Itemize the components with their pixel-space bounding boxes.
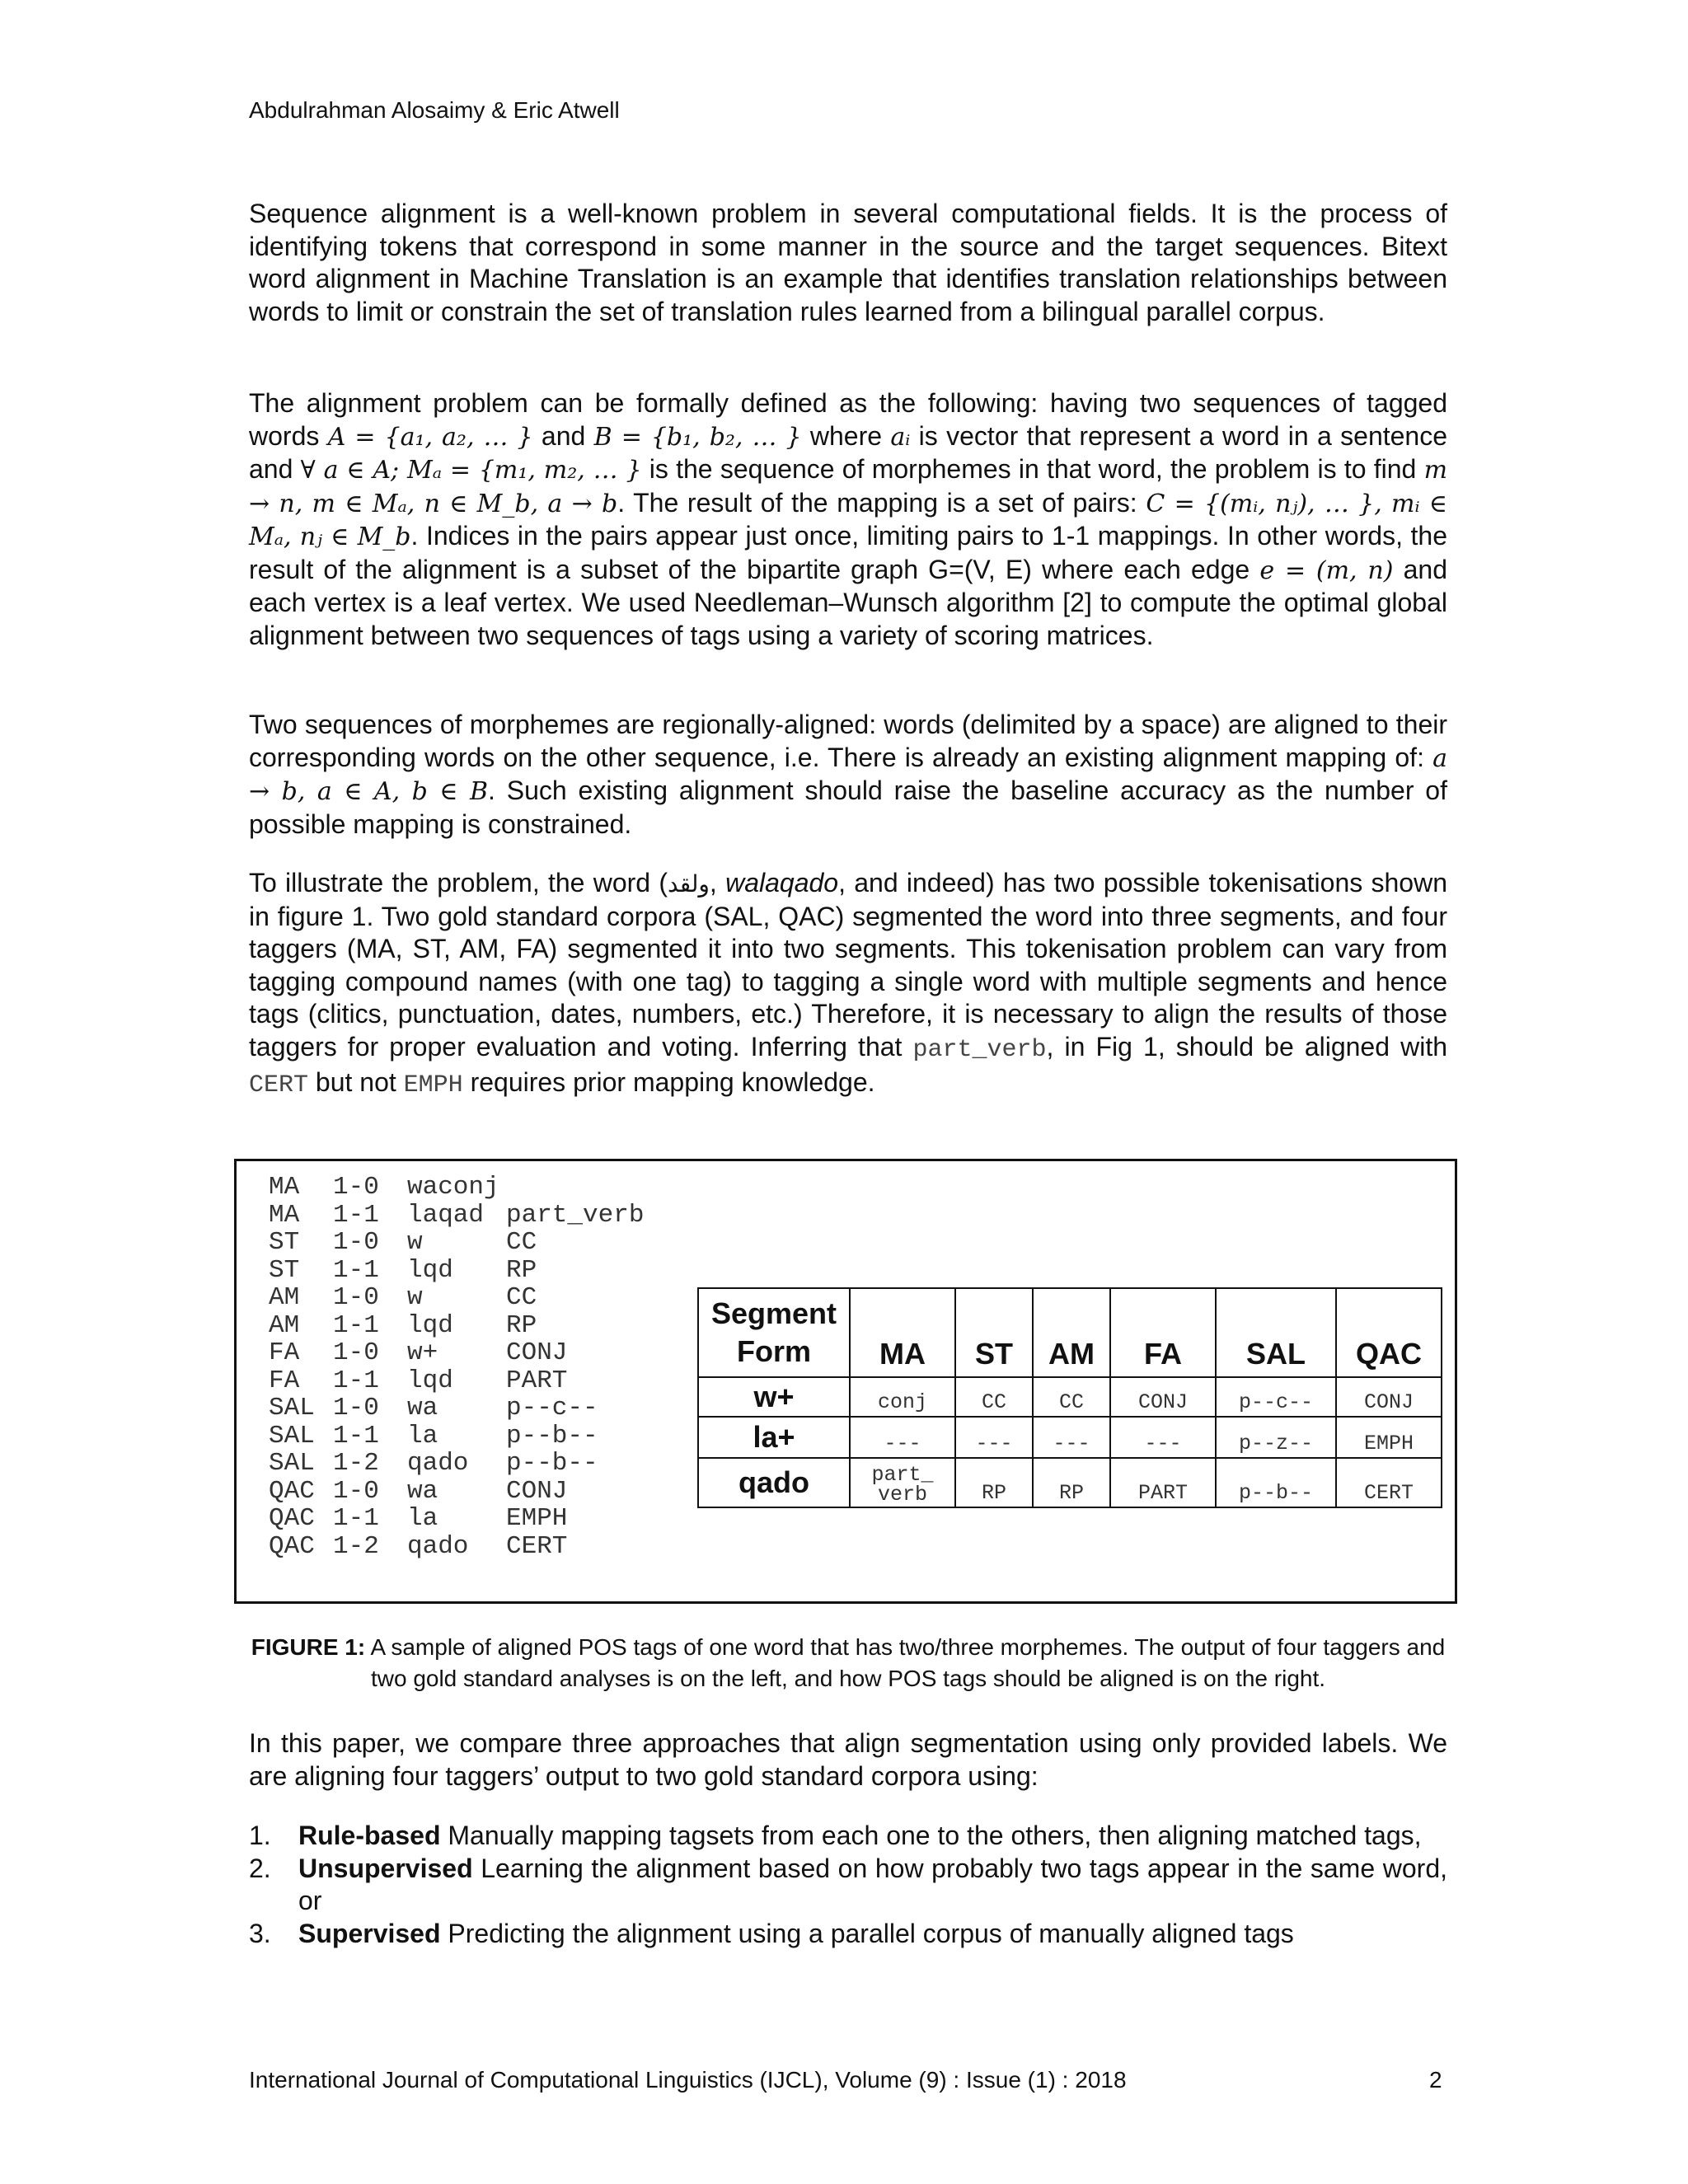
column-header: MA [850,1288,955,1377]
table-cell: RP [1033,1458,1110,1507]
table-cell: CONJ [1110,1377,1216,1417]
segment-form: qado [407,1531,469,1561]
segment-form: w [407,1283,423,1312]
segment-index: 1-1 [333,1255,379,1285]
tag-list-row [269,1202,644,1230]
paragraph-sequence-alignment: Sequence alignment is a well-known problem in several computational fields. It is the process of identifying tokens that correspond in some manner in the source and the target sequences. Bitext word alignment in Machine Translation is an example that identifies translation relationships between words to limit or constrain the set of translation rules learned from a bilingual parallel corpus. [249,199,1447,326]
row-header: qado [698,1458,850,1507]
tag-list-row [269,1257,644,1285]
tagger-name: ST [269,1255,300,1285]
list-item-title: Rule-based [298,1821,441,1850]
tag-list-row [269,1174,644,1202]
approach-list [249,1820,1447,1950]
table-corner-header [698,1288,850,1377]
tag-list-row [269,1422,644,1451]
figure-caption [249,1632,1447,1694]
segment-tag: RP [506,1310,537,1340]
segment-index: 1-1 [333,1504,379,1533]
caption-text: A sample of aligned POS tags of one word that has two/three morphemes. The output of four taggers and two gold standard analyses is on the left, and how POS tags should be aligned is on the right. [365,1634,1446,1691]
segment-index: 1-2 [333,1449,379,1478]
table-cell: p--z-- [1216,1417,1336,1458]
column-header: SAL [1216,1288,1336,1377]
text: and each vertex is a leaf vertex. We used Needleman–Wunsch algorithm [2] to compute the optimal global alignment between two sequences of tags using a variety of scoring matrices. [249,554,1448,650]
table-cell: conj [850,1377,955,1417]
caption-label: FIGURE 1: [251,1634,366,1660]
corner-line-1: Segment [710,1296,837,1330]
tag-list-row [269,1533,644,1561]
table-cell: RP [955,1458,1033,1507]
tag-list-row [269,1339,644,1367]
segment-tag: p--c-- [506,1394,598,1422]
list-number: 1. [249,1821,271,1850]
table-row [698,1458,1442,1507]
text: , in Fig 1, should be aligned with [1046,1031,1448,1062]
tagger-name: FA [269,1366,300,1395]
segment-tag: CC [506,1283,537,1312]
tagger-name: AM [269,1310,300,1340]
segment-index: 1-0 [333,1173,379,1202]
table-cell: --- [1033,1417,1110,1458]
tag-list-row [269,1505,644,1533]
running-header: Abdulrahman Alosaimy & Eric Atwell [249,97,620,123]
row-header: la+ [698,1417,850,1458]
math-word-mapping: a → b, a ∈ A, b ∈ B [249,743,1447,806]
column-header: QAC [1336,1288,1442,1377]
table-cell: p--b-- [1216,1458,1336,1507]
table-cell: p--c-- [1216,1377,1336,1417]
segment-tag: CC [506,1228,537,1257]
text: but not [308,1067,404,1097]
tag-list-row [269,1450,644,1478]
table-cell: part_ verb [850,1458,955,1507]
text: . Such existing alignment should raise the baseline accuracy as the number of possible mapping is constrained. [249,776,1447,839]
math-ai: aᵢ [890,422,911,452]
row-header: w+ [698,1377,850,1417]
text: To illustrate the problem, the word ( [249,868,668,898]
tagger-name: FA [269,1338,300,1367]
transliteration: walaqado [725,868,839,898]
list-number: 3. [249,1918,271,1948]
segment-index: 1-1 [333,1366,379,1395]
text: is vector that represent a word in a sentence and [249,420,1448,484]
segment-alignment-table [697,1287,1442,1508]
math-mapping: m → n, m ∈ Mₐ, n ∈ M_b, a → b [249,456,1448,518]
segment-form: la [407,1504,438,1533]
page-number: 2 [1429,2067,1442,2093]
list-item-text: Learning the alignment based on how probably two tags appear in the same word, or [298,1853,1447,1915]
text: . Indices in the pairs appear just once, limiting pairs to 1-1 mappings. In other words, the result of the alignment is a subset of the bipartite graph G=(V, E) where each edge [249,521,1447,584]
segment-index: 1-1 [333,1421,379,1451]
text: The alignment problem can be formally defined as the following: having two sequences of tagged words [249,388,1447,451]
tagger-name: QAC [269,1504,315,1533]
list-item [249,1918,1447,1951]
segment-tag: p--b-- [506,1449,598,1478]
math-set-a: A = {a₁, a₂, … } [327,422,533,452]
text: where [801,420,891,451]
segment-index: 1-0 [333,1283,379,1312]
list-item-text: Predicting the alignment using a parallel corpus of manually aligned tags [440,1918,1294,1948]
table-cell: --- [850,1417,955,1458]
segment-form: wa [407,1476,438,1506]
column-header: AM [1033,1288,1110,1377]
tag-list-row [269,1478,644,1506]
text: , and indeed) has two possible tokenisations shown in figure 1. Two gold standard corpora (SAL, QAC) segmented the word into three segments, and four taggers (MA, ST, AM, FA) segmented it into two segments. This tokenisation problem can vary from tagging compound names (with one tag) to tagging a single word with multiple segments and hence tags (clitics, punctuation, dates, numbers, etc.) Therefore, it is necessary to align the results of those taggers for proper evaluation and voting. Inferring that [249,868,1448,1062]
tagger-name: SAL [269,1394,315,1422]
tagger-name: SAL [269,1449,315,1478]
paragraph-alignment-definition [249,387,1447,652]
text: . The result of the mapping is a set of pairs: [617,487,1146,518]
segment-form: w [407,1228,423,1257]
text: Two sequences of morphemes are regionally-aligned: words (delimited by a space) are aligned to their corresponding words on the other sequence, i.e. There is already an existing alignment mapping of: [249,710,1447,772]
tag-list-row [269,1394,644,1422]
table-cell: --- [955,1417,1033,1458]
list-item-text: Manually mapping tagsets from each one to the others, then aligning matched tags, [440,1821,1422,1850]
segment-index: 1-0 [333,1338,379,1367]
segment-tag: PART [506,1366,568,1395]
segment-form: waconj [407,1173,499,1202]
list-item-title: Supervised [298,1918,441,1948]
segment-form: lqd [407,1366,453,1395]
paragraph-regional-alignment [249,709,1447,841]
segment-tag: EMPH [506,1504,568,1533]
tagger-name: QAC [269,1531,315,1561]
segment-form: w+ [407,1338,438,1367]
table-cell: CC [1033,1377,1110,1417]
text: and [532,420,594,451]
column-header: ST [955,1288,1033,1377]
tagger-output-list [269,1174,644,1560]
segment-form: lqd [407,1255,453,1285]
tag-list-row [269,1367,644,1395]
segment-form: wa [407,1394,438,1422]
tag-list-row [269,1312,644,1340]
list-item [249,1853,1447,1918]
segment-index: 1-0 [333,1228,379,1257]
tagger-name: ST [269,1228,300,1257]
math-morphemes: ∀ a ∈ A; Mₐ = {m₁, m₂, … } [300,456,642,485]
segment-form: laqad [407,1200,485,1230]
tagger-name: SAL [269,1421,315,1451]
text: , [709,868,726,898]
segment-tag: p--b-- [506,1421,598,1451]
code-emph: EMPH [403,1071,463,1099]
paragraph-approaches: In this paper, we compare three approaches that align segmentation using only provided labels. We are aligning four taggers’ output to two gold standard corpora using: [249,1728,1447,1791]
paragraph-illustration [249,867,1447,1103]
table-cell: CC [955,1377,1033,1417]
table-cell: CERT [1336,1458,1442,1507]
table-cell: PART [1110,1458,1216,1507]
table-row [698,1377,1442,1417]
math-set-b: B = {b₁, b₂, … } [593,422,802,452]
segment-form: la [407,1421,438,1451]
list-number: 2. [249,1853,271,1883]
column-header: FA [1110,1288,1216,1377]
table-cell: CONJ [1336,1377,1442,1417]
text: requires prior mapping knowledge. [462,1067,875,1097]
segment-tag: CONJ [506,1476,568,1506]
code-cert: CERT [249,1071,309,1099]
math-edge: e = (m, n) [1259,555,1394,585]
journal-footer: International Journal of Computational Linguistics (IJCL), Volume (9) : Issue (1) : 2018 [249,2067,1127,2093]
segment-index: 1-1 [333,1310,379,1340]
text: is the sequence of morphemes in that word, the problem is to find [641,454,1424,484]
segment-index: 1-1 [333,1200,379,1230]
segment-form: qado [407,1449,469,1478]
arabic-word: ولقد [668,870,710,898]
tag-list-row [269,1229,644,1257]
table-cell: EMPH [1336,1417,1442,1458]
list-item-title: Unsupervised [298,1853,473,1883]
math-pairs: C = {(mᵢ, nⱼ), … }, mᵢ ∈ Mₐ, nⱼ ∈ M_b [249,489,1448,551]
segment-tag: CERT [506,1531,568,1561]
code-part-verb: part_verb [912,1035,1047,1064]
segment-index: 1-2 [333,1531,379,1561]
tag-list-row [269,1284,644,1312]
table-cell: --- [1110,1417,1216,1458]
table-row [698,1417,1442,1458]
segment-tag: RP [506,1255,537,1285]
segment-form: lqd [407,1310,453,1340]
segment-tag: CONJ [506,1338,568,1367]
tagger-name: MA [269,1173,300,1202]
tagger-name: AM [269,1283,300,1312]
corner-line-2: Form [737,1334,811,1368]
segment-index: 1-0 [333,1476,379,1506]
tagger-name: MA [269,1200,300,1230]
segment-index: 1-0 [333,1394,379,1422]
list-item [249,1820,1447,1853]
segment-tag: part_verb [506,1200,645,1230]
table-header-row [698,1288,1442,1377]
tagger-name: QAC [269,1476,315,1506]
